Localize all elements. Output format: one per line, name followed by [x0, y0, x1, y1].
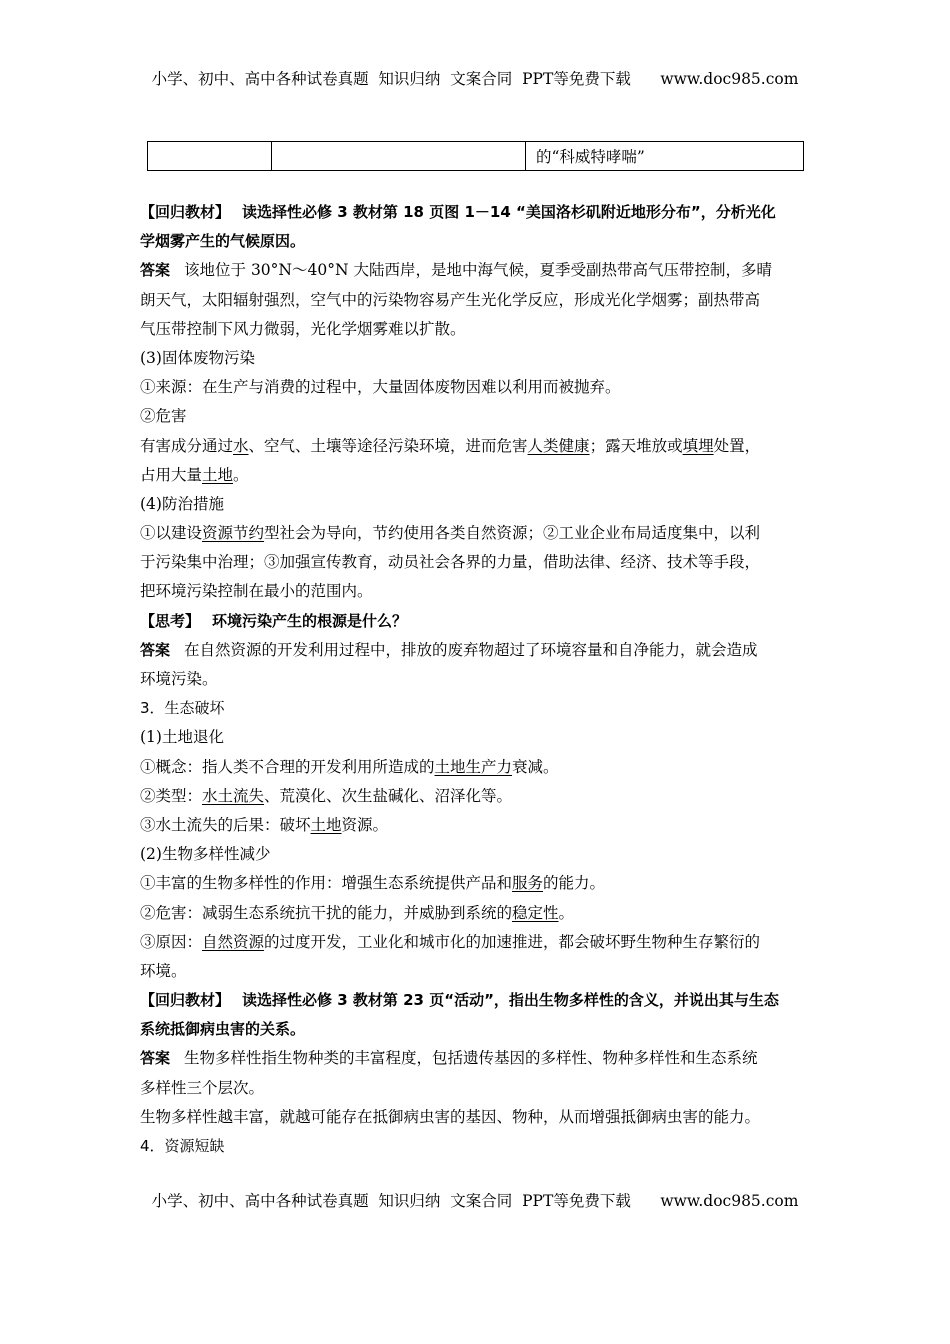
underlined-term: 土地: [202, 465, 234, 484]
list-item: [140, 811, 812, 840]
section-heading: (1)土地退化: [140, 728, 224, 747]
document-body: [140, 198, 812, 1161]
paragraph-line: [140, 519, 812, 548]
text-span: 型社会为导向，节约使用各类自然资源；②工业企业布局适度集中，以利: [264, 524, 761, 543]
textbook-review-question-1: [140, 198, 812, 227]
underlined-term: 人类健康: [527, 436, 590, 455]
section-heading: (3)固体废物污染: [140, 348, 255, 367]
section-heading: 3．生态破坏: [140, 699, 225, 718]
section-heading: (4)防治措施: [140, 494, 224, 513]
answer-text: 气压带控制下风力微弱，光化学烟雾难以扩散。: [140, 319, 466, 338]
text-span: 有害成分通过: [140, 436, 234, 455]
text-span: 、空气、土壤等途径污染环境，进而危害: [248, 436, 528, 455]
page-footer: 小学、初中、高中各种试卷真题 知识归纳 文案合同 PPT等免费下载 www.doc985.com: [151, 1192, 799, 1210]
paragraph-line: [140, 461, 812, 490]
text-span: ①概念：指人类不合理的开发利用所造成的: [140, 757, 435, 776]
paragraph-line: [140, 432, 812, 461]
text-span: ②类型：: [140, 786, 203, 805]
answer-paragraph: [140, 1044, 812, 1073]
answer-text: 生物多样性指生物种类的丰富程度，包括遗传基因的多样性、物种多样性和生态系统: [184, 1049, 758, 1068]
text-span: 。: [558, 903, 575, 922]
list-item: ②危害: [140, 407, 187, 426]
section-heading: 4．资源短缺: [140, 1137, 225, 1155]
answer-text: 生物多样性越丰富，就越可能存在抵御病虫害的基因、物种，从而增强抵御病虫害的能力。: [140, 1107, 761, 1126]
table-fragment: [147, 141, 804, 171]
list-item: [140, 869, 812, 898]
underlined-term: 土地: [310, 815, 342, 834]
section-heading: (2)生物多样性减少: [140, 845, 271, 864]
question-text: 读选择性必修 3 教材第 18 页图 1－14 “美国洛杉矶附近地形分布”，分析光化: [242, 203, 776, 221]
text-span: ③水土流失的后果：破坏: [140, 815, 311, 834]
text-span: ②危害：减弱生态系统抗干扰的能力，并威胁到系统的: [140, 903, 513, 922]
text-span: 的过度开发，工业化和城市化的加速推进，都会破坏野生物种生存繁衍的: [264, 932, 761, 951]
underlined-term: 稳定性: [512, 903, 559, 922]
think-tag: 【思考】: [140, 611, 201, 630]
answer-label: 答案: [140, 261, 171, 280]
answer-text: 该地位于 30°N～40°N 大陆西岸，是地中海气候，夏季受副热带高气压带控制，多晴: [184, 261, 772, 280]
list-item: ①来源：在生产与消费的过程中，大量固体废物因难以利用而被抛弃。: [140, 378, 621, 397]
underlined-term: 水土流失: [202, 786, 265, 805]
review-tag: 【回归教材】: [140, 991, 231, 1010]
text-span: ①以建设: [140, 524, 203, 543]
table-row: [148, 142, 804, 171]
question-text: 学烟雾产生的气候原因。: [140, 232, 306, 251]
answer-label: 答案: [140, 640, 171, 659]
paragraph-line: 把环境污染控制在最小的范围内。: [140, 582, 373, 601]
list-item: [140, 753, 812, 782]
answer-text: 多样性三个层次。: [140, 1078, 265, 1097]
text-span: ③原因：: [140, 932, 203, 951]
answer-paragraph: [140, 256, 812, 285]
review-tag: 【回归教材】: [140, 203, 231, 221]
underlined-term: 水: [233, 436, 249, 455]
answer-paragraph: [140, 636, 812, 665]
list-item: [140, 928, 812, 957]
question-text: 读选择性必修 3 教材第 23 页“活动”，指出生物多样性的含义，并说出其与生态: [242, 991, 779, 1010]
text-span: 衰减。: [512, 757, 559, 776]
text-span: 占用大量: [140, 465, 203, 484]
text-span: ；露天堆放或: [589, 436, 683, 455]
text-span: 资源。: [341, 815, 389, 834]
answer-text: 在自然资源的开发利用过程中，排放的废弃物超过了环境容量和自净能力，就会造成: [184, 640, 758, 659]
text-span: 。: [233, 465, 249, 484]
table-cell: 的“科威特哮喘”: [526, 142, 804, 171]
answer-label: 答案: [140, 1049, 171, 1068]
question-text: 环境污染产生的根源是什么？: [212, 611, 408, 630]
underlined-term: 填埋: [682, 436, 714, 455]
answer-text: 朗天气，太阳辐射强烈，空气中的污染物容易产生光化学反应，形成光化学烟雾；副热带高: [140, 290, 761, 309]
think-question: [140, 607, 812, 636]
paragraph-line: 于污染集中治理；③加强宣传教育，动员社会各界的力量，借助法律、经济、技术等手段，: [140, 553, 761, 572]
table-cell: [272, 142, 526, 171]
list-item: [140, 899, 812, 928]
text-span: ①丰富的生物多样性的作用：增强生态系统提供产品和: [140, 874, 513, 893]
text-span: 、荒漠化、次生盐碱化、沼泽化等。: [264, 786, 513, 805]
page-header: 小学、初中、高中各种试卷真题 知识归纳 文案合同 PPT等免费下载 www.doc985.com: [151, 70, 799, 88]
table-cell: [148, 142, 272, 171]
text-span: 的能力。: [543, 874, 606, 893]
question-text: 系统抵御病虫害的关系。: [140, 1020, 306, 1039]
list-item: [140, 782, 812, 811]
underlined-term: 自然资源: [202, 932, 265, 951]
underlined-term: 服务: [512, 874, 544, 893]
answer-text: 环境污染。: [140, 670, 218, 688]
textbook-review-question-2: [140, 986, 812, 1015]
paragraph-line: 环境。: [140, 961, 187, 980]
text-span: 处置，: [713, 436, 761, 455]
underlined-term: 土地生产力: [434, 757, 513, 776]
underlined-term: 资源节约: [202, 524, 265, 543]
